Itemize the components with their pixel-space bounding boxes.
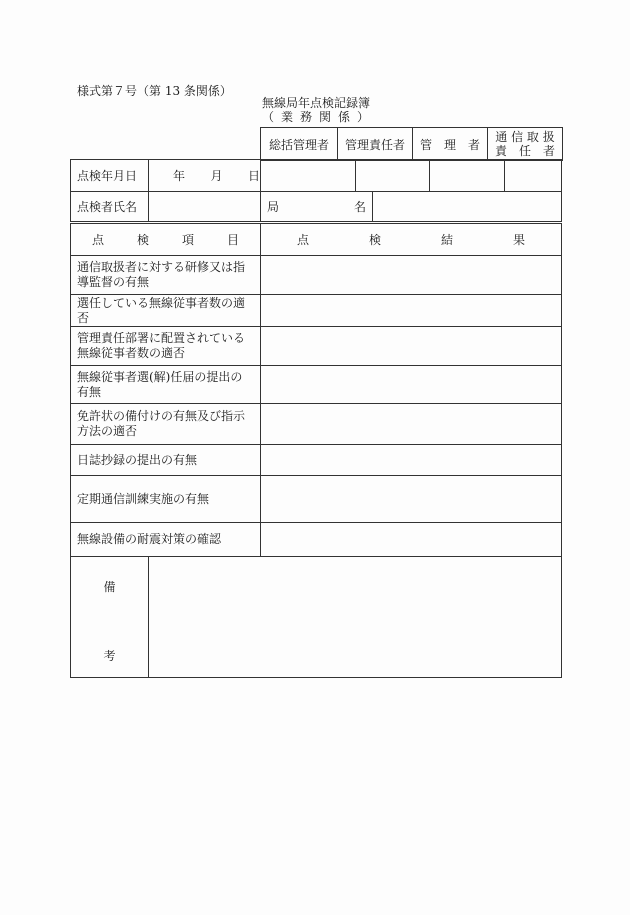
- header-result-char: 検: [368, 233, 381, 247]
- comm-operator-line2: 責 任 者: [494, 144, 555, 158]
- header-inspection-items: [71, 223, 261, 256]
- header-item-char: 目: [226, 233, 239, 247]
- item-communication-drill: 定期通信訓練実施の有無: [71, 476, 261, 523]
- item-training-supervision: 通信取扱者に対する研修又は指導監督の有無: [71, 256, 261, 295]
- header-item-char: 項: [181, 233, 194, 247]
- header-inspection-results: [261, 223, 562, 256]
- result-training-supervision[interactable]: [261, 256, 562, 295]
- header-item-char: 検: [136, 233, 149, 247]
- date-year-label: 年: [173, 169, 186, 183]
- result-appointment-notice[interactable]: [261, 366, 562, 404]
- header-item-char: 点: [92, 233, 105, 247]
- header-result-char: 結: [440, 233, 453, 247]
- item-appointed-operators: 選任している無線従事者数の適否: [71, 295, 261, 327]
- responsible-manager-sign-cell[interactable]: [356, 160, 430, 192]
- comm-operator-label: [488, 128, 563, 161]
- inspection-table: [70, 159, 562, 678]
- result-communication-drill[interactable]: [261, 476, 562, 523]
- document-title: 無線局年点検記録簿: [262, 96, 371, 110]
- inspector-name-field[interactable]: [149, 192, 261, 223]
- result-seismic-measures[interactable]: [261, 523, 562, 557]
- date-month-label: 月: [210, 169, 223, 183]
- manager-sign-cell[interactable]: [430, 160, 505, 192]
- result-log-extract[interactable]: [261, 445, 562, 476]
- manager-label: 管 理 者: [413, 128, 488, 161]
- date-day-label: 日: [247, 169, 260, 183]
- item-seismic-measures: 無線設備の耐震対策の確認: [71, 523, 261, 557]
- item-appointment-notice: 無線従事者選(解)任届の提出の有無: [71, 366, 261, 404]
- comm-operator-line1: 通 信 取 扱: [495, 130, 555, 144]
- result-assigned-operators[interactable]: [261, 327, 562, 366]
- responsible-manager-label: 管理責任者: [338, 128, 413, 161]
- inspection-date-field[interactable]: [149, 160, 261, 192]
- comm-operator-sign-cell[interactable]: [505, 160, 562, 192]
- station-label-2: 名: [353, 200, 366, 214]
- remarks-label: [71, 557, 149, 678]
- form-number: 様式第７号（第 13 条関係）: [77, 84, 232, 98]
- general-manager-label: 総括管理者: [261, 128, 338, 161]
- inspection-date-label: 点検年月日: [71, 160, 149, 192]
- inspector-name-label: 点検者氏名: [71, 192, 149, 223]
- station-label-1: 局: [267, 200, 280, 214]
- item-assigned-operators: 管理責任部署に配置されている無線従事者数の適否: [71, 327, 261, 366]
- header-result-char: 点: [297, 233, 310, 247]
- signature-table: [260, 127, 563, 161]
- remarks-field[interactable]: [149, 557, 562, 678]
- header-result-char: 果: [512, 233, 525, 247]
- remarks-label-bottom: 考: [103, 649, 116, 663]
- remarks-label-top: 備: [103, 580, 116, 594]
- general-manager-sign-cell[interactable]: [261, 160, 356, 192]
- item-log-extract: 日誌抄録の提出の有無: [71, 445, 261, 476]
- station-label-cell: [261, 192, 373, 223]
- item-license-display: 免許状の備付けの有無及び指示方法の適否: [71, 404, 261, 445]
- result-appointed-operators[interactable]: [261, 295, 562, 327]
- result-license-display[interactable]: [261, 404, 562, 445]
- station-name-field[interactable]: [373, 192, 562, 223]
- document-subtitle: （業務関係）: [262, 110, 377, 124]
